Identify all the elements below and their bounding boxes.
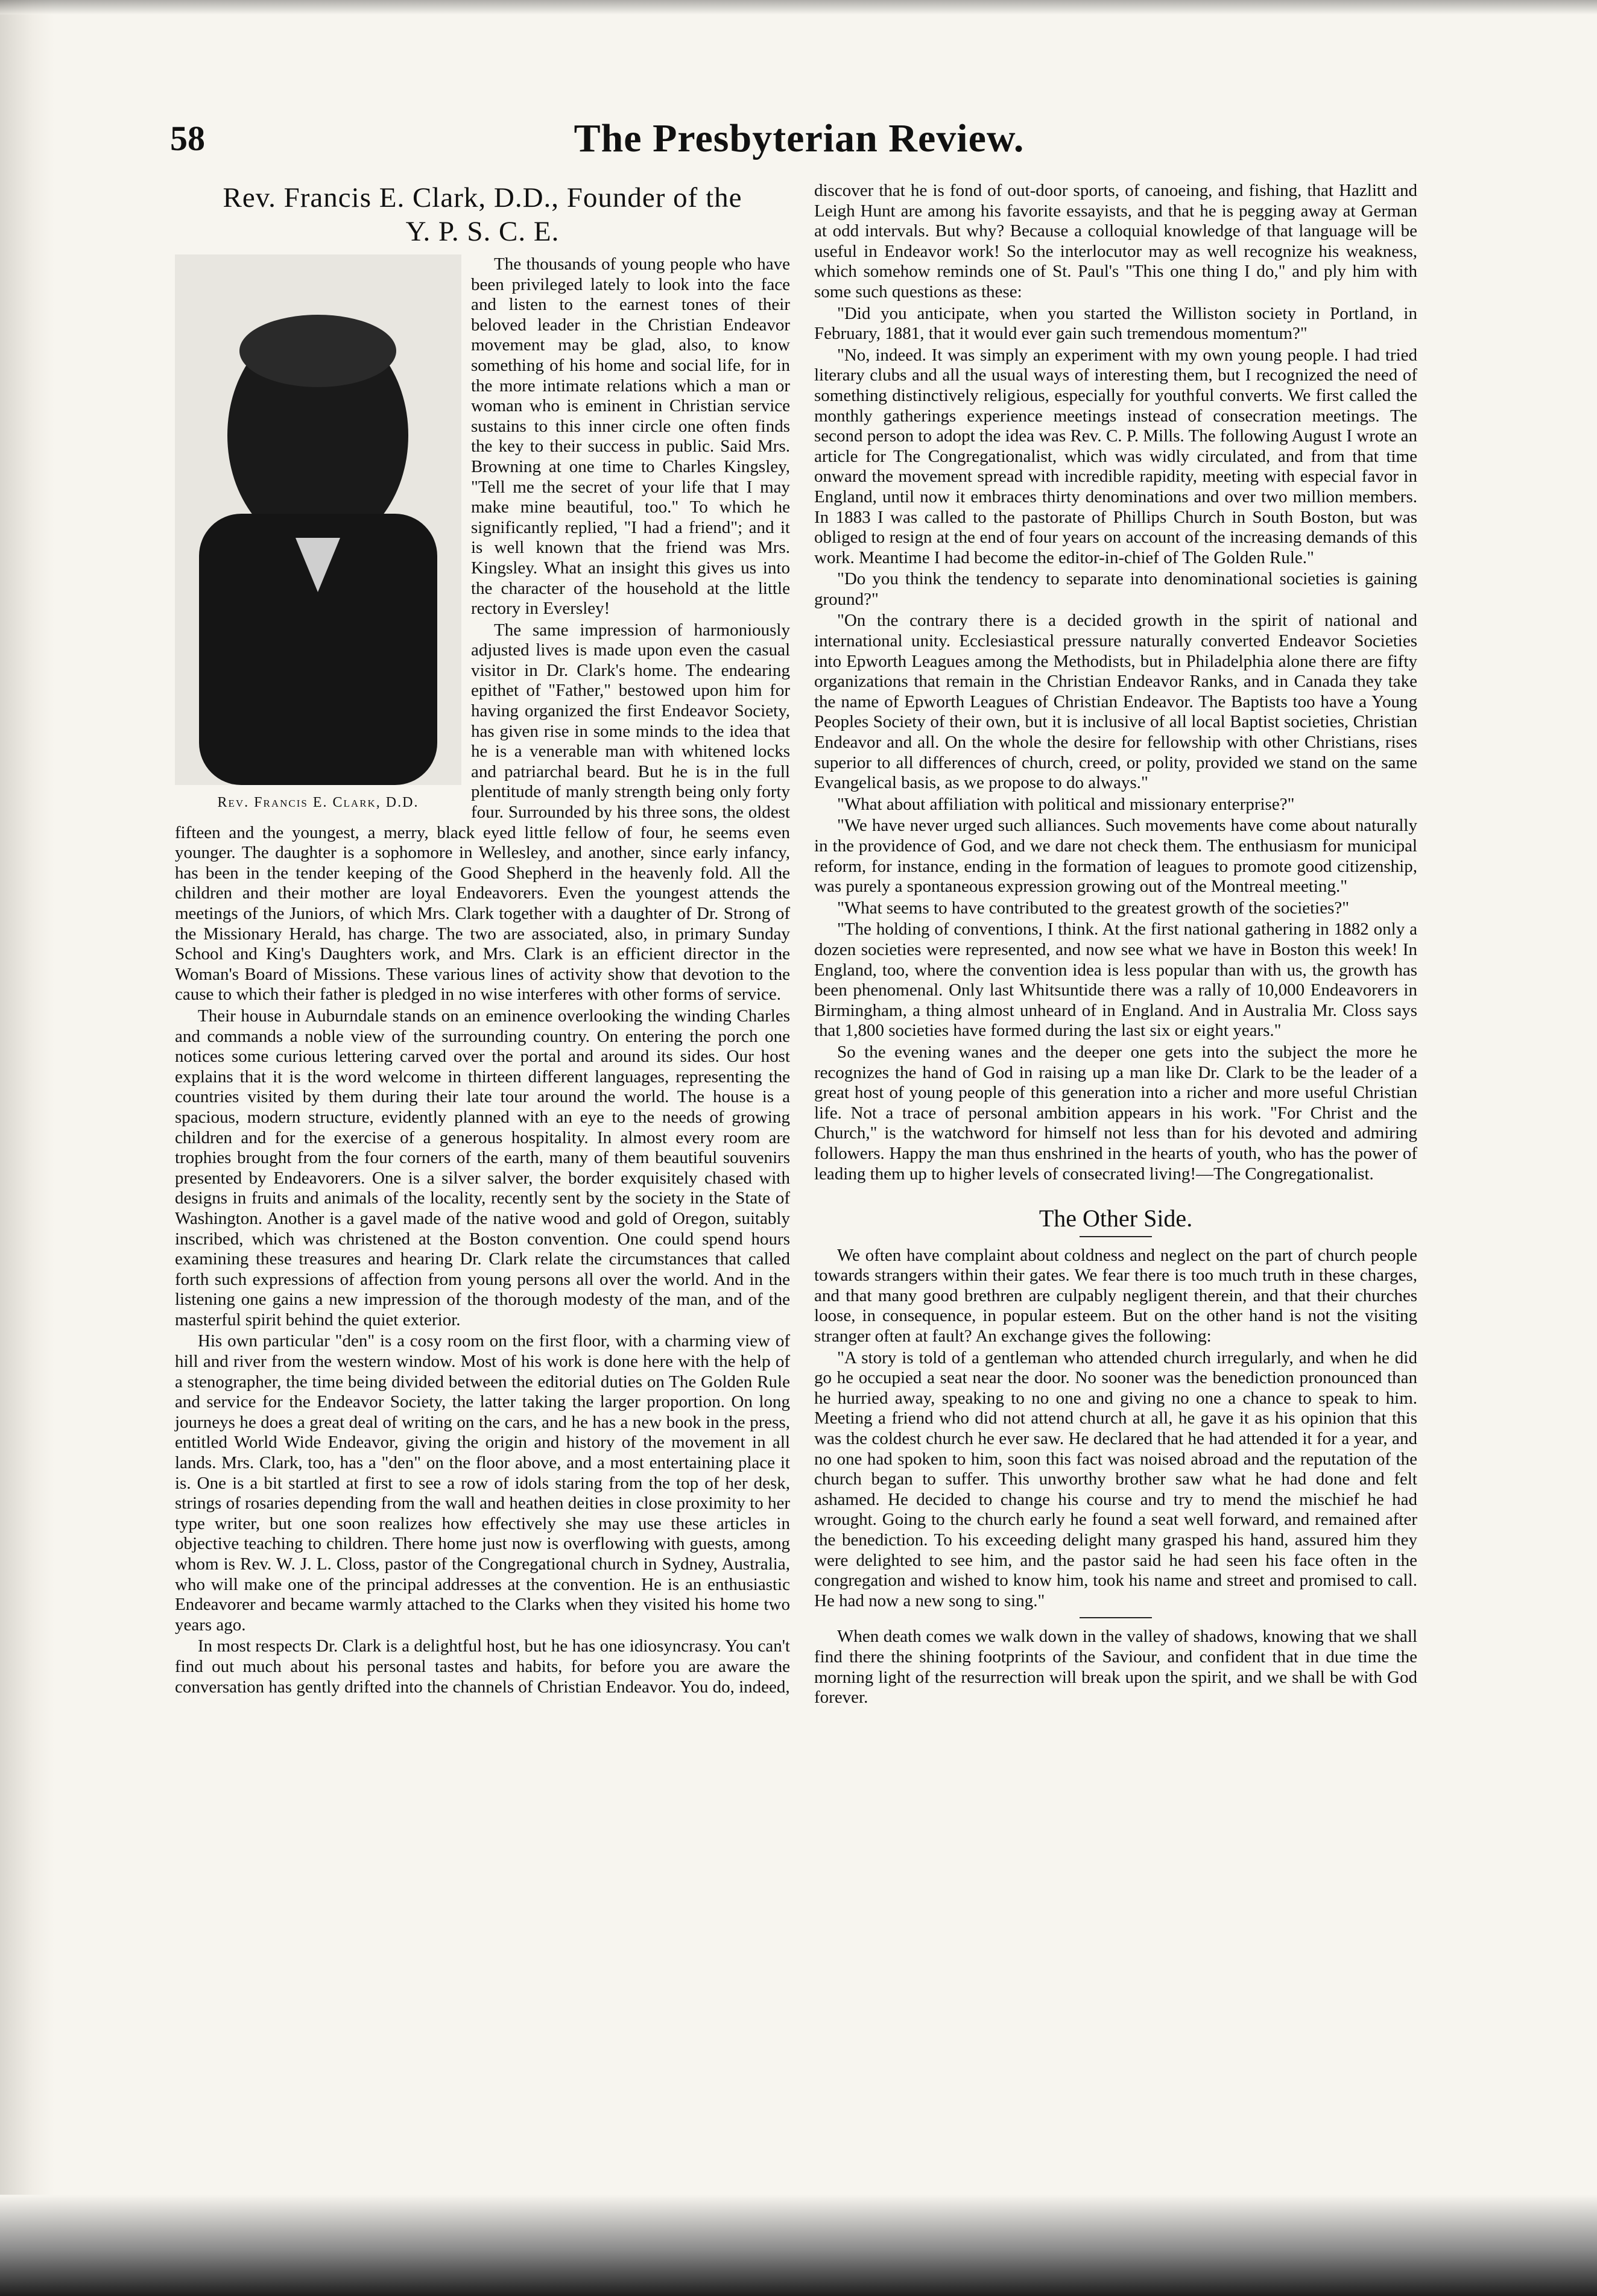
left-column [175, 181, 790, 1698]
paragraph: "We have never urged such alliances. Such movements have come about naturally in the providence of God, and we dare not check them. The enthusiasm for municipal reform, for instance, ending in the formation of leagues to promote good citizenship, was purely a spontaneous expression growing out of the Montreal meeting." [814, 816, 1417, 897]
paragraph: His own particular "den" is a cosy room on the first floor, with a charming view of hill and river from the western window. Most of his work is done here with the help of a stenographer, the time being divided between the editorial duties on The Golden Rule and service for the Endeavor Society, the latter taking the larger proportion. On long journeys he does a great deal of writing on the cars, and he has a new book in the press, entitled World Wide Endeavor, giving the origin and history of the movement in all lands. Mrs. Clark, too, has a "den" on the floor above, and a most entertaining place it is. One is a bit startled at first to see a row of idols staring from the top of her desk, strings of rosaries depending from the wall and heathen deities in close proximity to her type writer, but one soon realizes how effectively she may use these articles in objective teaching to children. There home just now is overflowing with guests, among whom is Rev. W. J. L. Closs, pastor of the Congregational church in Sydney, Australia, who will make one of the principal addresses at the convention. He is an enthusiastic Endeavorer and became warmly attached to the Clarks when they visited his home two years ago. [175, 1331, 790, 1635]
paragraph: "What about affiliation with political and missionary enterprise?" [837, 794, 1295, 814]
scan-bottom-edge [0, 2195, 1597, 2296]
paragraph: The same impression of harmoniously adjusted lives is made upon even the casual visitor in Dr. Clark's home. The endearing epithet of "Father," bestowed upon him for having organized the first Endeavor Society, has given rise in some minds to the idea that he is a venerable man with whitened locks and patriarchal beard. But he is in the full plentitude of manly strength being only forty four. Surrounded by his three sons, the oldest fifteen and the youngest, a merry, black eyed little fellow of four, he seems even younger. The daughter is a sophomore in Wellesley, and another, since early infancy, has been in the tender keeping of the Good Shepherd in the heavenly fold. All the children and their mother are loyal Endeavorers. Even the youngest attends the meetings of the Juniors, of which Mrs. Clark together with a daughter of Dr. Strong of the Missionary Herald, has charge. The two are associated, also, in primary Sunday School and King's Daughters work, and Mrs. Clark is an efficient director in the Woman's Board of Missions. These various lines of activity show that devotion to the cause to which their father is pledged in no wise interferes with other forms of service. [175, 620, 790, 1004]
page-number: 58 [170, 119, 205, 158]
paragraph: "Did you anticipate, when you started the Williston society in Portland, in February, 1881, that it would ever gain such tremendous momentum?" [814, 303, 1417, 344]
paragraph: In most respects Dr. Clark is a delightful host, but he has one idiosyncrasy. You can't find out much about his personal tastes and habits, for before you are aware the conversation has gently drifted into the channels of Christian Endeavor. You do, indeed, [175, 1636, 790, 1697]
paragraph: "The holding of conventions, I think. At the first national gathering in 1882 only a dozen societies were represented, and now see what we have in Boston this week! In England, too, where the convention idea is less popular than with us, the growth has been phenomenal. Only last Whitsuntide there was a rally of 10,000 Endeavorers in Birmingham, a thing almost unheard of in England. And in Australia Mr. Closs says that 1,800 societies have formed during the last six or eight years." [814, 919, 1417, 1041]
article-title-line1: Rev. Francis E. Clark, D.D., Founder of the [223, 182, 742, 213]
paragraph: We often have complaint about coldness and neglect on the part of church people towards strangers within their gates. We fear there is too much truth in these charges, and that many good brethren are culpably negligent therein, and that their churches loose, in consequence, in popular esteem. But on the other hand is not the visiting stranger often at fault? An exchange gives the following: [814, 1245, 1417, 1346]
paragraph: "What seems to have contributed to the greatest growth of the societies?" [837, 898, 1350, 918]
right-column [814, 181, 1417, 1709]
paragraph: So the evening wanes and the deeper one gets into the subject the more he recognizes the hand of God in raising up a man like Dr. Clark to be the leader of a great host of young people of this generation into a richer and more useful Christian life. Not a trace of personal ambition appears in his work. "For Christ and the Church," is the watchword for himself not less than for his devoted and admiring followers. Happy the man thus enshrined in the hearts of youth, who has the power of leading them up to higher levels of consecrated living!—The Congregationalist. [814, 1042, 1417, 1184]
portrait-caption: Rev. Francis E. Clark, D.D. [217, 794, 419, 810]
paragraph: "No, indeed. It was simply an experiment with my own young people. I had tried literary clubs and all the usual ways of interesting them, but I recognized the need of something distinctively religious, especially for youthful converts. We first called the monthly gatherings experience meetings instead of consecration meetings. The second person to adopt the idea was Rev. C. P. Mills. The following August I wrote an article for The Congregationalist, which was widly circulated, and from that time onward the movement spread with incredible rapidity, meeting with especial favor in England, until now it embraces thirty denominations and over two million members. In 1883 I was called to the pastorate of Phillips Church in South Boston, but was obliged to resign at the end of four years on account of the increasing demands of this work. Meantime I had become the editor-in-chief of The Golden Rule." [814, 345, 1417, 567]
divider [1080, 1617, 1152, 1618]
paragraph: discover that he is fond of out-door sports, of canoeing, and fishing, that Hazlitt and Leigh Hunt are among his favorite essayists, and that he is pegging away at German at odd intervals. But why? Because a colloquial knowledge of that language will be useful in Endeavor work! So the interlocutor may as well recognize his weakness, which somehow reminds one of St. Paul's "This one thing I do," and ply him with some such questions as these: [814, 181, 1417, 301]
paragraph: The thousands of young people who have been privileged lately to look into the face and listen to the earnest tones of their beloved leader in the Christian Endeavor movement may be glad, also, to know something of his home and social life, for in the more intimate relations which a man or woman who is eminent in Christian service sustains to this inner circle one often finds the key to their success in public. Said Mrs. Browning at one time to Charles Kingsley, "Tell me the secret of your life that I may make mine beautiful, too." To which he significantly replied, "I had a friend"; and it is well known that the friend was Mrs. Kingsley. What an insight this gives us into the character of the household at the little rectory in Eversley! [471, 254, 790, 619]
article-title [175, 181, 790, 248]
page-edge-shadow [0, 0, 54, 2296]
paragraph: "On the contrary there is a decided growth in the spirit of national and international unity. Ecclesiastical pressure naturally converted Endeavor Societies into Epworth Leagues among the Methodists, but in Philadelphia alone there are fifty organizations that remain in the Christian Endeavor Ranks, and in Canada they take the name of Epworth Leagues of Christian Endeavor. The Baptists too have a Young Peoples Society of their own, but it is inclusive of all local Baptist societies, Christian Endeavor and all. On the whole the desire for fellowship with other Christians, rises superior to all differences of church, creed, or polity, provided we stand on the same Evangelical basis, as we propose to do always." [814, 611, 1417, 793]
portrait-figure [175, 254, 461, 813]
paragraph: "A story is told of a gentleman who attended church irregularly, and when he did go he occupied a seat near the door. No sooner was the benediction pronounced than he hurried away, speaking to no one and giving no one a chance to speak to him. Meeting a friend who did not attend church at all, he gave it as his opinion that this was the coldest church he ever saw. He declared that he had attended it for a year, and no one had spoken to him, soon this fact was noised abroad and the reputation of the church began to suffer. This unworthy brother saw what he had done and felt ashamed. He decided to change his course and try to mend the mischief he had wrought. Going to the church early he found a seat well forward, and remained after the benediction. To his exceeding delight many grasped his hand, assured him they were delighted to see him, and the pastor said he had seen his face often in the congregation and wished to know him, took his name and street and promised to call. He had now a new song to sing." [814, 1348, 1417, 1610]
divider [1080, 1236, 1152, 1237]
section-title: The Other Side. [1039, 1205, 1193, 1232]
article-title-line2: Y. P. S. C. E. [405, 216, 560, 247]
paragraph: "Do you think the tendency to separate into denominational societies is gaining ground?" [814, 569, 1417, 609]
masthead: The Presbyterian Review. [574, 116, 1025, 160]
paragraph: Their house in Auburndale stands on an eminence overlooking the winding Charles and commands a noble view of the surrounding country. On entering the porch one notices some curious lettering carved over the portal and around its sides. Our host explains that it is the word welcome in thirteen different languages, representing the countries visited by them during their late tour around the world. The house is a spacious, modern structure, evidently planned with an eye to the needs of growing children and for the exercise of a generous hospitality. In almost every room are trophies brought from the four corners of the earth, many of them beautiful souvenirs presented by Endeavorers. One is a silver salver, the border exquisitely chased with designs in fruits and animals of the locality, recently sent by the society in the State of Washington. Another is a gavel made of the native wood and gold of Oregon, suitably inscribed, which was christened at the Boston convention. One could spend hours examining these treasures and hearing Dr. Clark relate the circumstances that called forth such expressions of affection from young persons all over the world. And in the listening one gains a new impression of the thorough modesty of the man, and of the masterful spirit behind the quiet exterior. [175, 1006, 790, 1329]
paragraph: When death comes we walk down in the valley of shadows, knowing that we shall find there the shining footprints of the Saviour, and confident that in due time the morning light of the resurrection will break upon the spirit, and we shall be with God forever. [814, 1627, 1417, 1708]
portrait-image [175, 254, 461, 785]
scan-top-edge [0, 0, 1597, 14]
